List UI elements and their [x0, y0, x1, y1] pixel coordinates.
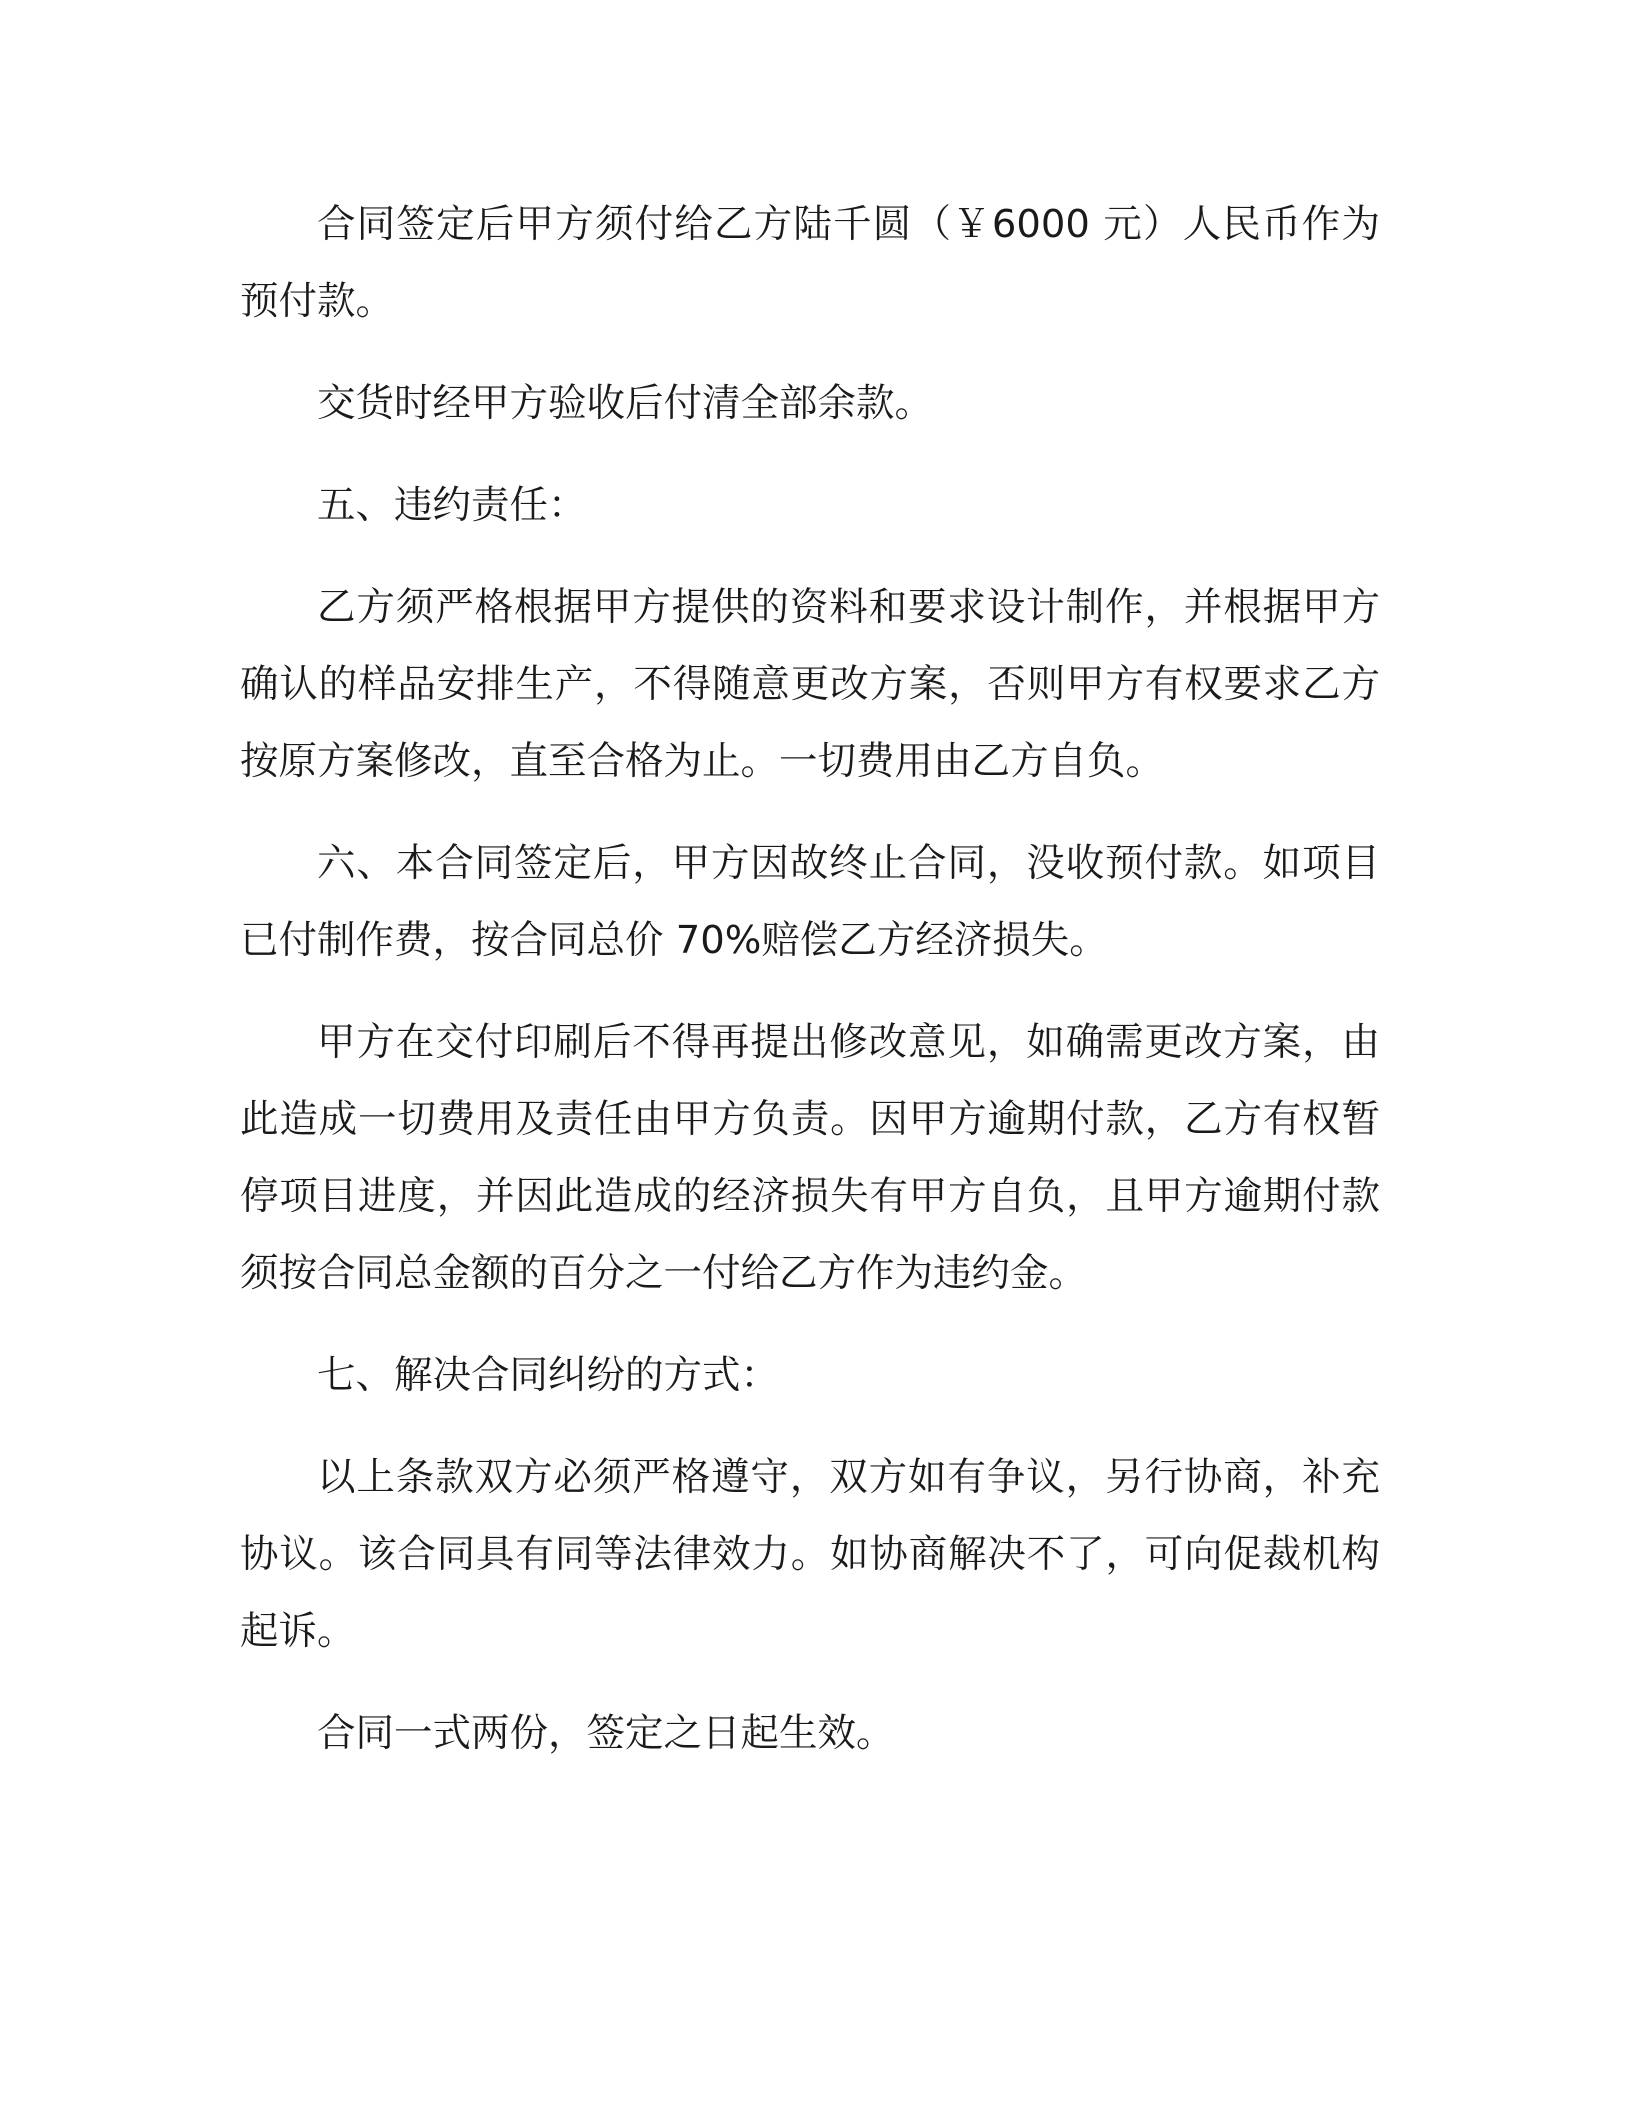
- section-heading-breach-liability: 五、违约责任：: [317, 483, 587, 528]
- document-body: [240, 186, 1380, 1772]
- paragraph-dispute-terms: 以上条款双方必须严格遵守，双方如有争议，另行协商，补充协议。该合同具有同等法律效力。如协商解决不了，可向促裁机构起诉。: [240, 1455, 1380, 1654]
- section-heading-dispute-resolution: 七、解决合同纠纷的方式：: [317, 1353, 780, 1398]
- paragraph-prepayment: 合同签定后甲方须付给乙方陆千圆（￥6000 元）人民币作为预付款。: [240, 202, 1380, 324]
- paragraph-party-b-obligations: 乙方须严格根据甲方提供的资料和要求设计制作，并根据甲方确认的样品安排生产，不得随意更改方案，否则甲方有权要求乙方按原方案修改，直至合格为止。一切费用由乙方自负。: [240, 585, 1380, 784]
- paragraph-balance-payment: 交货时经甲方验收后付清全部余款。: [317, 381, 934, 426]
- paragraph-termination: 六、本合同签定后，甲方因故终止合同，没收预付款。如项目已付制作费，按合同总价 70%赔偿乙方经济损失。: [240, 841, 1380, 963]
- paragraph-party-a-obligations: 甲方在交付印刷后不得再提出修改意见，如确需更改方案，由此造成一切费用及责任由甲方负责。因甲方逾期付款，乙方有权暂停项目进度，并因此造成的经济损失有甲方自负，且甲方逾期付款须按合同总金额的百分之一付给乙方作为违约金。: [240, 1020, 1380, 1296]
- paragraph-effectiveness: 合同一式两份，签定之日起生效。: [317, 1711, 895, 1756]
